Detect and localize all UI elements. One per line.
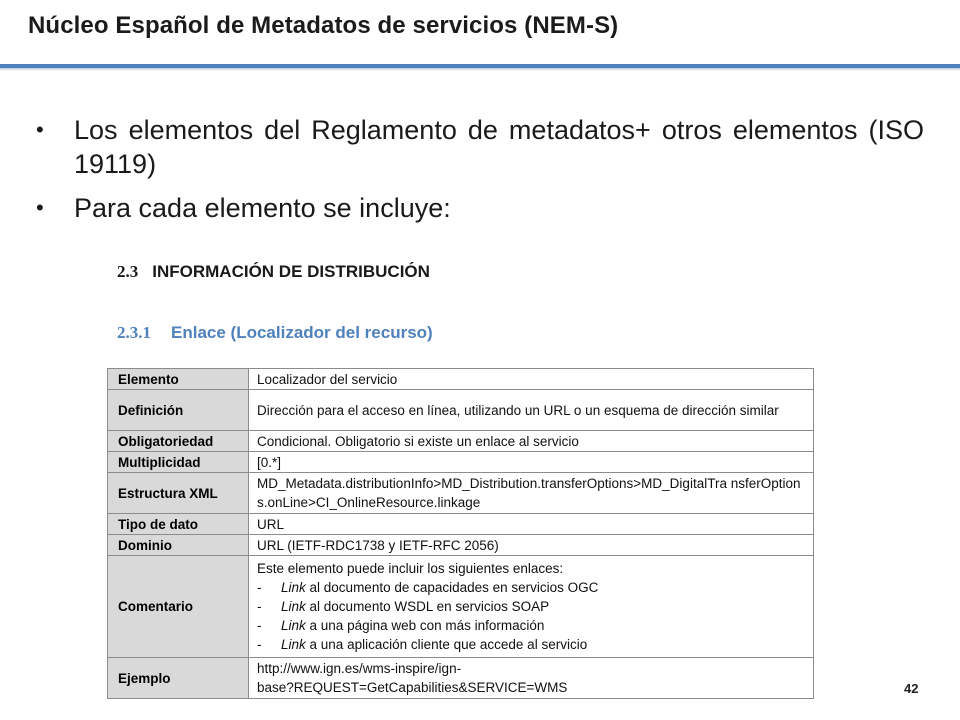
row-value: MD_Metadata.distributionInfo>MD_Distribution.transferOptions>MD_DigitalTra nsferOptions.onLine>CI_OnlineResource.linkage: [249, 473, 814, 514]
link-word: Link: [281, 599, 306, 614]
title-underline-shadow: [0, 68, 960, 71]
comment-list-item: [257, 616, 805, 635]
link-word: Link: [281, 637, 306, 652]
bullet-list: [36, 113, 924, 235]
row-value: [0.*]: [249, 452, 814, 473]
table-row: [108, 658, 814, 699]
row-key: Multiplicidad: [108, 452, 249, 473]
row-value: Localizador del servicio: [249, 369, 814, 390]
row-key: Comentario: [108, 556, 249, 658]
metadata-table: [107, 368, 814, 699]
bullet-item: [36, 191, 924, 225]
row-key: Obligatoriedad: [108, 431, 249, 452]
row-key: Tipo de dato: [108, 514, 249, 535]
row-value: [249, 556, 814, 658]
subsection-number: 2.3.1: [117, 323, 151, 342]
bullet-text: Para cada elemento se incluye:: [74, 193, 451, 223]
row-value: [249, 658, 814, 699]
row-key: Estructura XML: [108, 473, 249, 514]
comment-item-text: a una aplicación cliente que accede al servicio: [309, 637, 588, 652]
slide-title: Núcleo Español de Metadatos de servicios (NEM-S): [28, 12, 619, 39]
row-value: URL (IETF-RDC1738 y IETF-RFC 2056): [249, 535, 814, 556]
subsection-title: Enlace (Localizador del recurso): [171, 323, 433, 342]
row-value: Condicional. Obligatorio si existe un enlace al servicio: [249, 431, 814, 452]
comment-list-item: [257, 597, 805, 616]
comment-item-text: a una página web con más información: [309, 618, 545, 633]
comment-list-item: [257, 635, 805, 654]
section-title: INFORMACIÓN DE DISTRIBUCIÓN: [152, 262, 430, 281]
page-number: 42: [904, 681, 919, 696]
row-key: Ejemplo: [108, 658, 249, 699]
comment-item-text: al documento WSDL en servicios SOAP: [309, 599, 550, 614]
table-row: [108, 473, 814, 514]
row-value: URL: [249, 514, 814, 535]
row-key: Elemento: [108, 369, 249, 390]
table-row: [108, 535, 814, 556]
bullet-dot-icon: •: [36, 195, 44, 220]
dash-marker: -: [257, 637, 262, 652]
table-row: [108, 556, 814, 658]
table-row: [108, 514, 814, 535]
row-key: Definición: [108, 390, 249, 431]
section-number: 2.3: [117, 262, 139, 281]
link-word: Link: [281, 580, 306, 595]
row-value: Dirección para el acceso en línea, utilizando un URL o un esquema de dirección similar: [249, 390, 814, 431]
table-row: [108, 390, 814, 431]
table-row: [108, 369, 814, 390]
comment-list-item: [257, 578, 805, 597]
table-row: [108, 452, 814, 473]
bullet-dot-icon: •: [36, 117, 44, 142]
section-heading: [117, 262, 430, 282]
dash-marker: -: [257, 618, 262, 633]
dash-marker: -: [257, 580, 262, 595]
example-url-line: base?REQUEST=GetCapabilities&SERVICE=WMS: [257, 680, 568, 695]
subsection-heading: [117, 323, 433, 343]
link-word: Link: [281, 618, 306, 633]
comment-intro: Este elemento puede incluir los siguientes enlaces:: [257, 561, 564, 576]
bullet-text: Los elementos del Reglamento de metadatos+ otros elementos (ISO 19119): [74, 115, 924, 179]
example-url-line: http://www.ign.es/wms-inspire/ign-: [257, 661, 462, 676]
comment-item-text: al documento de capacidades en servicios OGC: [309, 580, 599, 595]
dash-marker: -: [257, 599, 262, 614]
table-row: [108, 431, 814, 452]
bullet-item: [36, 113, 924, 181]
row-key: Dominio: [108, 535, 249, 556]
